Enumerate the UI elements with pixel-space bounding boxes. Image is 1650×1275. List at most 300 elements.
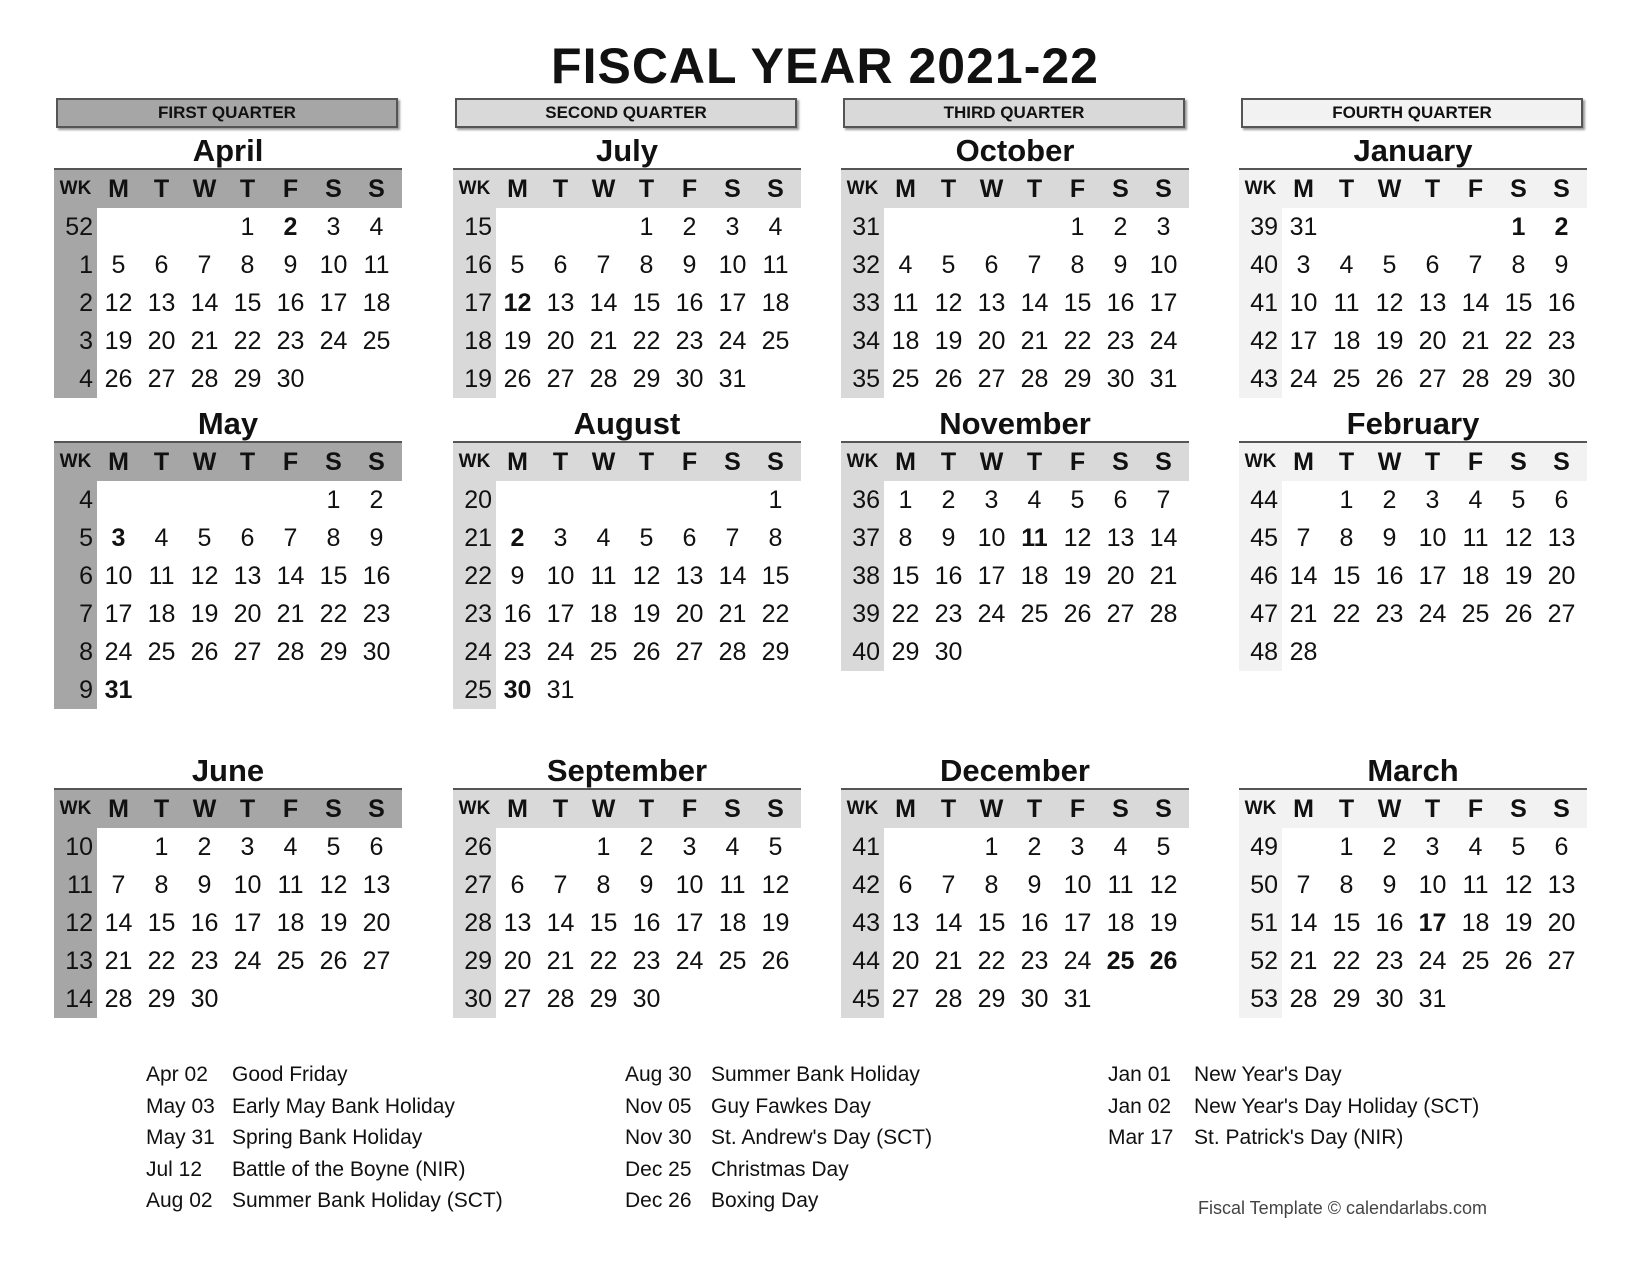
week-row [54,633,402,671]
date-cell: 20 [233,600,262,628]
holiday-name: Battle of the Boyne (NIR) [232,1157,466,1181]
date-cell: 16 [276,289,305,317]
weekday-header: W [192,175,217,203]
weekday-header: S [1155,175,1172,203]
date-cell: 6 [154,251,169,279]
date-cell [496,208,539,246]
date-cell: 29 [147,985,176,1013]
date-cell: 10 [233,871,262,899]
weekday-header: F [1069,175,1086,203]
date-cell: 9 [941,524,956,552]
date-cell: 5 [1070,486,1085,514]
weekday-header: S [724,448,741,476]
holiday-name: St. Patrick's Day (NIR) [1194,1126,1404,1149]
date-cell: 1 [1339,833,1354,861]
date-cell: 4 [725,833,740,861]
date-cell [711,980,754,1018]
date-cell [754,671,797,709]
week-number-header: WK [1244,178,1277,199]
date-cell: 10 [1418,524,1447,552]
date-cell: 11 [1333,289,1360,317]
date-cell: 3 [326,213,341,241]
date-cell [1368,633,1411,671]
date-cell [582,208,625,246]
date-cell [140,481,183,519]
date-cell: 27 [1547,947,1576,975]
week-number: 7 [54,595,97,633]
date-cell [1497,980,1540,1018]
weekday-header-row [54,788,402,828]
date-cell: 8 [639,251,654,279]
date-cell: 5 [1511,833,1526,861]
date-cell: 25 [362,327,391,355]
week-row [453,519,801,557]
date-cell: 20 [503,947,532,975]
date-cell [1282,481,1325,519]
week-row [841,481,1189,519]
week-row [453,866,801,904]
date-cell [711,671,754,709]
month-block [453,132,801,398]
weekday-header: S [767,795,784,823]
date-cell: 5 [639,524,654,552]
date-cell: 7 [283,524,298,552]
weekday-header-row [1239,441,1587,481]
holiday-date: Jan 02 [1108,1094,1172,1118]
date-cell: 19 [190,600,219,628]
date-cell: 16 [1375,562,1404,590]
date-cell: 14 [190,289,219,317]
date-cell: 2 [197,833,212,861]
date-cell: 21 [1289,600,1318,628]
date-cell: 4 [1339,251,1354,279]
date-cell: 30 [1020,985,1049,1013]
weekday-header: W [192,448,217,476]
date-cell: 4 [768,213,783,241]
month-block [1239,752,1587,1018]
week-number: 35 [841,360,884,398]
weekday-header: T [552,795,569,823]
date-cell: 11 [277,871,304,899]
weekday-header: S [1112,448,1129,476]
weekday-header: T [239,175,256,203]
date-cell: 17 [233,909,262,937]
weekday-header: T [552,175,569,203]
date-cell: 9 [283,251,298,279]
weekday-header: S [1112,175,1129,203]
week-row [1239,481,1587,519]
month-name: December [940,753,1090,788]
weekday-header: F [1467,795,1484,823]
date-cell: 14 [104,909,133,937]
holiday-date: May 03 [146,1094,215,1118]
weekday-header: T [1026,175,1043,203]
date-cell: 25 [891,365,920,393]
holiday-name: Summer Bank Holiday (SCT) [232,1189,503,1212]
date-cell [1454,980,1497,1018]
date-cell: 21 [1149,562,1178,590]
holiday-entry [625,1059,920,1091]
month-block [1239,405,1587,671]
holiday-date: Mar 17 [1108,1126,1174,1149]
weekday-header: S [1553,448,1570,476]
week-row [54,208,402,246]
weekday-header: M [108,175,129,203]
date-cell: 13 [977,289,1006,317]
date-cell: 20 [1106,562,1135,590]
date-cell: 11 [363,251,390,279]
holiday-entry [625,1122,932,1154]
date-cell: 16 [1106,289,1135,317]
week-number: 15 [453,208,496,246]
date-cell: 20 [1547,909,1576,937]
date-cell: 31 [718,365,747,393]
date-cell: 1 [984,833,999,861]
week-number: 4 [54,360,97,398]
date-cell [97,828,140,866]
weekday-header: S [368,795,385,823]
date-cell: 28 [276,638,305,666]
month-block [453,752,801,1018]
weekday-header: W [591,795,616,823]
date-cell: 1 [639,213,654,241]
date-cell: 21 [589,327,618,355]
date-cell: 5 [197,524,212,552]
week-number: 2 [54,284,97,322]
date-cell [226,980,269,1018]
date-cell: 22 [1332,947,1361,975]
date-cell: 16 [934,562,963,590]
date-cell: 10 [1149,251,1178,279]
page-title: FISCAL YEAR 2021-22 [551,38,1099,94]
date-cell: 25 [1020,600,1049,628]
weekday-header: S [1155,448,1172,476]
date-cell [1325,208,1368,246]
month-name: October [955,133,1075,168]
date-cell: 3 [725,213,740,241]
date-cell: 4 [154,524,169,552]
weekday-header-row [54,168,402,208]
date-cell: 13 [362,871,391,899]
date-cell: 19 [934,327,963,355]
weekday-header: S [325,175,342,203]
week-number: 48 [1239,633,1282,671]
date-cell: 27 [977,365,1006,393]
date-cell: 5 [510,251,525,279]
holiday-entry [1108,1122,1403,1154]
date-cell: 28 [1289,638,1318,666]
date-cell: 14 [934,909,963,937]
date-cell: 17 [718,289,747,317]
week-row [841,208,1189,246]
date-cell: 6 [1554,486,1569,514]
date-cell: 24 [1149,327,1178,355]
month-name: April [192,133,264,168]
holiday-date: Apr 02 [146,1063,208,1086]
date-cell: 16 [675,289,704,317]
holiday-date: Dec 25 [625,1157,692,1181]
date-cell: 9 [1027,871,1042,899]
weekday-header: T [153,448,170,476]
week-number: 1 [54,246,97,284]
weekday-header: F [1069,448,1086,476]
date-cell: 16 [503,600,532,628]
date-cell [884,208,927,246]
weekday-header: M [895,175,916,203]
date-cell [140,671,183,709]
date-cell [625,481,668,519]
weekday-header: T [638,795,655,823]
date-cell [1454,208,1497,246]
week-number: 36 [841,481,884,519]
date-cell: 25 [1461,947,1490,975]
date-cell: 17 [1063,909,1092,937]
date-cell [496,481,539,519]
date-cell: 21 [190,327,219,355]
weekday-header-row [841,441,1189,481]
month-block [1239,132,1587,398]
week-number: 44 [1239,481,1282,519]
date-cell: 10 [1063,871,1092,899]
date-cell: 25 [589,638,618,666]
week-number: 24 [453,633,496,671]
date-cell: 13 [546,289,575,317]
date-cell: 22 [1332,600,1361,628]
date-cell: 7 [197,251,212,279]
week-row [841,557,1189,595]
week-row [841,595,1189,633]
week-row [54,284,402,322]
date-cell: 7 [725,524,740,552]
date-cell: 20 [546,327,575,355]
date-cell [140,208,183,246]
date-cell: 21 [718,600,747,628]
date-cell: 15 [147,909,176,937]
date-cell: 18 [362,289,391,317]
date-cell: 15 [1504,289,1533,317]
footer-credit: Fiscal Template © calendarlabs.com [1198,1198,1488,1218]
date-cell: 30 [675,365,704,393]
date-cell: 6 [1425,251,1440,279]
date-cell: 21 [546,947,575,975]
date-cell: 4 [283,833,298,861]
date-cell: 3 [1070,833,1085,861]
date-cell [668,481,711,519]
date-cell: 24 [1289,365,1318,393]
weekday-header: F [282,448,299,476]
date-cell: 2 [941,486,956,514]
date-cell: 18 [718,909,747,937]
holiday-name: Christmas Day [711,1157,849,1181]
date-cell: 21 [934,947,963,975]
date-cell: 1 [1339,486,1354,514]
date-cell: 7 [111,871,126,899]
date-cell [1099,633,1142,671]
date-cell: 25 [761,327,790,355]
date-cell [711,481,754,519]
week-row [1239,942,1587,980]
date-cell: 11 [590,562,617,590]
date-cell [1368,208,1411,246]
date-cell: 1 [240,213,255,241]
date-cell: 21 [276,600,305,628]
date-cell: 3 [553,524,568,552]
weekday-header: M [507,448,528,476]
date-cell: 12 [1063,524,1092,552]
date-cell: 5 [941,251,956,279]
date-cell [668,980,711,1018]
weekday-header: F [681,448,698,476]
date-cell: 2 [639,833,654,861]
week-number: 45 [1239,519,1282,557]
holiday-date-cell: 12 [503,289,532,317]
week-number: 25 [453,671,496,709]
date-cell: 23 [675,327,704,355]
holiday-name: St. Andrew's Day (SCT) [711,1126,933,1149]
week-number: 10 [54,828,97,866]
date-cell [1325,633,1368,671]
date-cell: 8 [154,871,169,899]
holiday-date-cell: 1 [1511,213,1526,241]
week-row [453,481,801,519]
holiday-date-cell: 2 [283,213,298,241]
date-cell [625,671,668,709]
week-row [54,595,402,633]
week-row [54,828,402,866]
date-cell: 18 [1461,909,1490,937]
date-cell: 2 [1382,833,1397,861]
week-row [453,322,801,360]
date-cell: 22 [761,600,790,628]
week-number-header: WK [59,451,92,472]
date-cell: 23 [632,947,661,975]
weekday-header: S [325,795,342,823]
date-cell: 18 [1020,562,1049,590]
week-row [453,671,801,709]
date-cell: 6 [240,524,255,552]
weekday-header: W [1377,795,1402,823]
weekday-header: S [368,448,385,476]
date-cell: 17 [1418,562,1447,590]
weekday-header: T [940,795,957,823]
weekday-header: W [591,448,616,476]
weekday-header: F [282,175,299,203]
date-cell: 6 [984,251,999,279]
date-cell [1411,633,1454,671]
week-number: 9 [54,671,97,709]
weekday-header: W [979,448,1004,476]
date-cell [183,481,226,519]
date-cell: 29 [319,638,348,666]
holiday-entry [625,1154,849,1186]
week-number: 38 [841,557,884,595]
date-cell: 1 [326,486,341,514]
date-cell: 29 [233,365,262,393]
weekday-header: T [1424,795,1441,823]
month-name: February [1346,406,1480,441]
month-block [841,132,1189,398]
date-cell: 27 [1547,600,1576,628]
date-cell: 23 [362,600,391,628]
week-number: 41 [841,828,884,866]
date-cell [1099,980,1142,1018]
holiday-date-cell: 3 [111,524,126,552]
date-cell: 10 [104,562,133,590]
date-cell: 15 [891,562,920,590]
month-name: March [1367,753,1459,788]
date-cell: 26 [1504,600,1533,628]
date-cell: 18 [589,600,618,628]
weekday-header: S [1553,175,1570,203]
date-cell: 10 [1289,289,1318,317]
date-cell: 6 [682,524,697,552]
date-cell: 15 [1063,289,1092,317]
date-cell: 11 [1107,871,1134,899]
week-number: 51 [1239,904,1282,942]
date-cell: 8 [326,524,341,552]
week-number: 11 [54,866,97,904]
holiday-date: Aug 30 [625,1063,692,1086]
date-cell [539,208,582,246]
date-cell [1013,208,1056,246]
date-cell: 1 [898,486,913,514]
week-row [841,360,1189,398]
date-cell: 15 [1332,562,1361,590]
date-cell: 18 [1106,909,1135,937]
weekday-header: F [1467,175,1484,203]
date-cell [269,980,312,1018]
weekday-header: S [1112,795,1129,823]
week-number-header: WK [458,798,491,819]
date-cell: 14 [589,289,618,317]
date-cell: 3 [682,833,697,861]
weekday-header: T [153,795,170,823]
date-cell: 26 [1504,947,1533,975]
date-cell: 30 [934,638,963,666]
week-number: 13 [54,942,97,980]
date-cell: 30 [1547,365,1576,393]
week-number: 43 [841,904,884,942]
date-cell: 9 [369,524,384,552]
date-cell: 18 [276,909,305,937]
week-number: 33 [841,284,884,322]
date-cell: 1 [596,833,611,861]
week-number: 40 [1239,246,1282,284]
date-cell: 3 [984,486,999,514]
date-cell: 31 [1149,365,1178,393]
week-number: 43 [1239,360,1282,398]
weekday-header: S [1155,795,1172,823]
week-row [453,904,801,942]
week-number: 37 [841,519,884,557]
date-cell: 8 [898,524,913,552]
date-cell: 10 [1418,871,1447,899]
date-cell: 14 [1461,289,1490,317]
date-cell: 14 [276,562,305,590]
date-cell: 9 [1554,251,1569,279]
date-cell [183,208,226,246]
week-row [1239,246,1587,284]
week-row [453,595,801,633]
date-cell: 23 [1375,600,1404,628]
date-cell [970,633,1013,671]
week-number-header: WK [1244,451,1277,472]
date-cell: 24 [104,638,133,666]
holiday-name: Good Friday [232,1063,348,1086]
date-cell: 8 [1339,871,1354,899]
weekday-header: M [108,795,129,823]
date-cell: 27 [147,365,176,393]
